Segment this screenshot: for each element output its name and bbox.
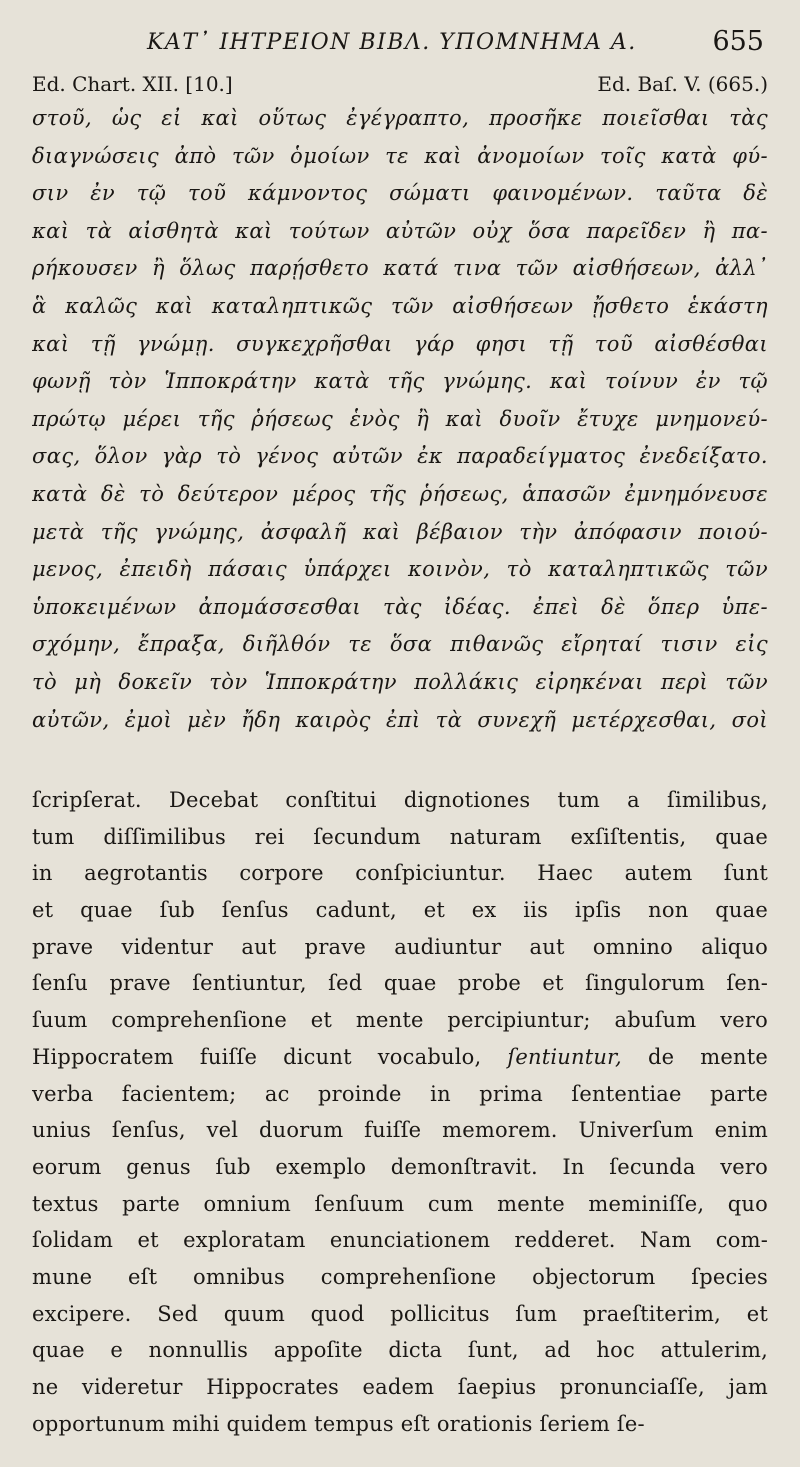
greek-line: ρήκουσεν ἢ ὅλως παρῄσθετο κατά τινα τῶν αἰσθήσεων, ἀλλ᾽	[32, 256, 768, 281]
latin-line: tum diſſimilibus rei ſecundum naturam exſiſtentis, quae	[32, 824, 768, 849]
latin-line-with-italic	[32, 1039, 768, 1076]
edition-chartier-ref: Ed. Chart. XII. [10.]	[32, 72, 233, 96]
greek-line: κατὰ δὲ τὸ δεύτερον μέρος τῆς ῥήσεως, ἁπασῶν ἐμνημόνευσε	[32, 481, 768, 506]
italic-term: ſentiuntur,	[507, 1044, 622, 1069]
latin-line: ſuum comprehenſione et mente percipiuntur; abuſum vero	[32, 1008, 768, 1033]
greek-line: μετὰ τῆς γνώμης, ἀσφαλῆ καὶ βέβαιον τὴν ἀπόφασιν ποιού-	[32, 519, 768, 544]
greek-line: ἃ καλῶς καὶ καταληπτικῶς τῶν αἰσθήσεων ᾔσθετο ἑκάστη	[32, 293, 768, 318]
greek-line: μενος, ἐπειδὴ πάσαις ὑπάρχει κοινὸν, τὸ καταληπτικῶς τῶν	[32, 557, 768, 582]
latin-line: et quae ſub ſenſus cadunt, et ex iis ipſis non quae	[32, 898, 768, 923]
greek-line: διαγνώσεις ἀπὸ τῶν ὁμοίων τε καὶ ἀνομοίων τοῖς κατὰ φύ-	[32, 143, 768, 168]
latin-line: ſcripſerat. Decebat conſtitui dignotiones tum a ſimilibus,	[32, 788, 768, 812]
latin-line: ne videretur Hippocrates eadem ſaepius pronunciaſſe, jam	[32, 1375, 768, 1399]
greek-line: τὸ μὴ δοκεῖν τὸν Ἱπποκράτην πολλάκις εἰρηκέναι περὶ τῶν	[32, 669, 768, 694]
greek-line: αὐτῶν, ἐμοὶ μὲν ἤδη καιρὸς ἐπὶ τὰ συνεχῆ μετέρχεσθαι, σοὶ	[32, 707, 768, 732]
greek-line: σχόμην, ἔπραξα, διῆλθόν τε ὅσα πιθανῶς εἴρηταί τισιν εἰς	[32, 632, 768, 657]
latin-line: ſolidam et exploratam enunciationem redderet. Nam com-	[32, 1228, 768, 1253]
page-number: 655	[712, 26, 764, 57]
latin-line: prave videntur aut prave audiuntur aut omnino aliquo	[32, 934, 768, 959]
greek-line: πρώτῳ μέρει τῆς ῥήσεως ἑνὸς ἢ καὶ δυοῖν ἔτυχε μνημονεύ-	[32, 406, 768, 431]
latin-line: eorum genus ſub exemplo demonſtravit. In ſecunda vero	[32, 1154, 768, 1179]
greek-line: καὶ τῇ γνώμῃ. συγκεχρῆσθαι γάρ φησι τῇ τοῦ αἰσθέσθαι	[32, 331, 768, 356]
greek-line: καὶ τὰ αἰσθητὰ καὶ τούτων αὐτῶν οὐχ ὅσα παρεῖδεν ἢ πα-	[32, 218, 768, 243]
latin-line: verba facientem; ac proinde in prima ſententiae parte	[32, 1081, 768, 1106]
latin-line: quae e nonnullis appoſite dicta ſunt, ad hoc attulerim,	[32, 1338, 768, 1363]
greek-line: σιν ἐν τῷ τοῦ κάμνοντος σώματι φαινομένων. ταῦτα δὲ	[32, 181, 768, 206]
greek-text-block	[32, 100, 768, 739]
latin-line: unius ſenſus, vel duorum fuiſſe memorem. Univerſum enim	[32, 1118, 768, 1143]
latin-line: mune eſt omnibus comprehenſione objectorum ſpecies	[32, 1264, 768, 1289]
greek-line: ὑποκειμένων ἀπομάσσεσθαι τὰς ἰδέας. ἐπεὶ δὲ ὅπερ ὑπε-	[32, 594, 768, 619]
running-title: ΚΑΤ᾽ ΙΗΤΡΕΙΟΝ ΒΙΒΛ. ΥΠΟΜΝΗΜΑ Α.	[147, 30, 637, 55]
latin-line-end: de mente	[647, 1044, 768, 1069]
latin-line: textus parte omnium ſenſuum cum mente meminiſſe, quo	[32, 1191, 768, 1216]
greek-line: φωνῇ τὸν Ἱπποκράτην κατὰ τῆς γνώμης. καὶ τοίνυν ἐν τῷ	[32, 369, 768, 394]
latin-text-block	[32, 782, 768, 1442]
latin-line: opportunum mihi quidem tempus eſt orationis ſeriem ſe-	[32, 1411, 645, 1436]
greek-line: στοῦ, ὡς εἰ καὶ οὕτως ἐγέγραπτο, προσῆκε ποιεῖσθαι τὰς	[32, 106, 768, 130]
edition-reference-line	[32, 72, 768, 100]
greek-line: σας, ὅλον γὰρ τὸ γένος αὐτῶν ἐκ παραδείγματος ἐνεδείξατο.	[32, 444, 768, 469]
edition-basel-ref: Ed. Baſ. V. (665.)	[597, 72, 768, 96]
latin-line: ſenſu prave ſentiuntur, ſed quae probe et ſingulorum ſen-	[32, 971, 768, 996]
page-header	[32, 26, 770, 66]
latin-line-start: Hippocratem fuiſſe dicunt vocabulo,	[32, 1044, 482, 1069]
latin-line: in aegrotantis corpore conſpiciuntur. Haec autem ſunt	[32, 861, 768, 886]
latin-line: excipere. Sed quum quod pollicitus ſum praeſtiterim, et	[32, 1301, 768, 1326]
